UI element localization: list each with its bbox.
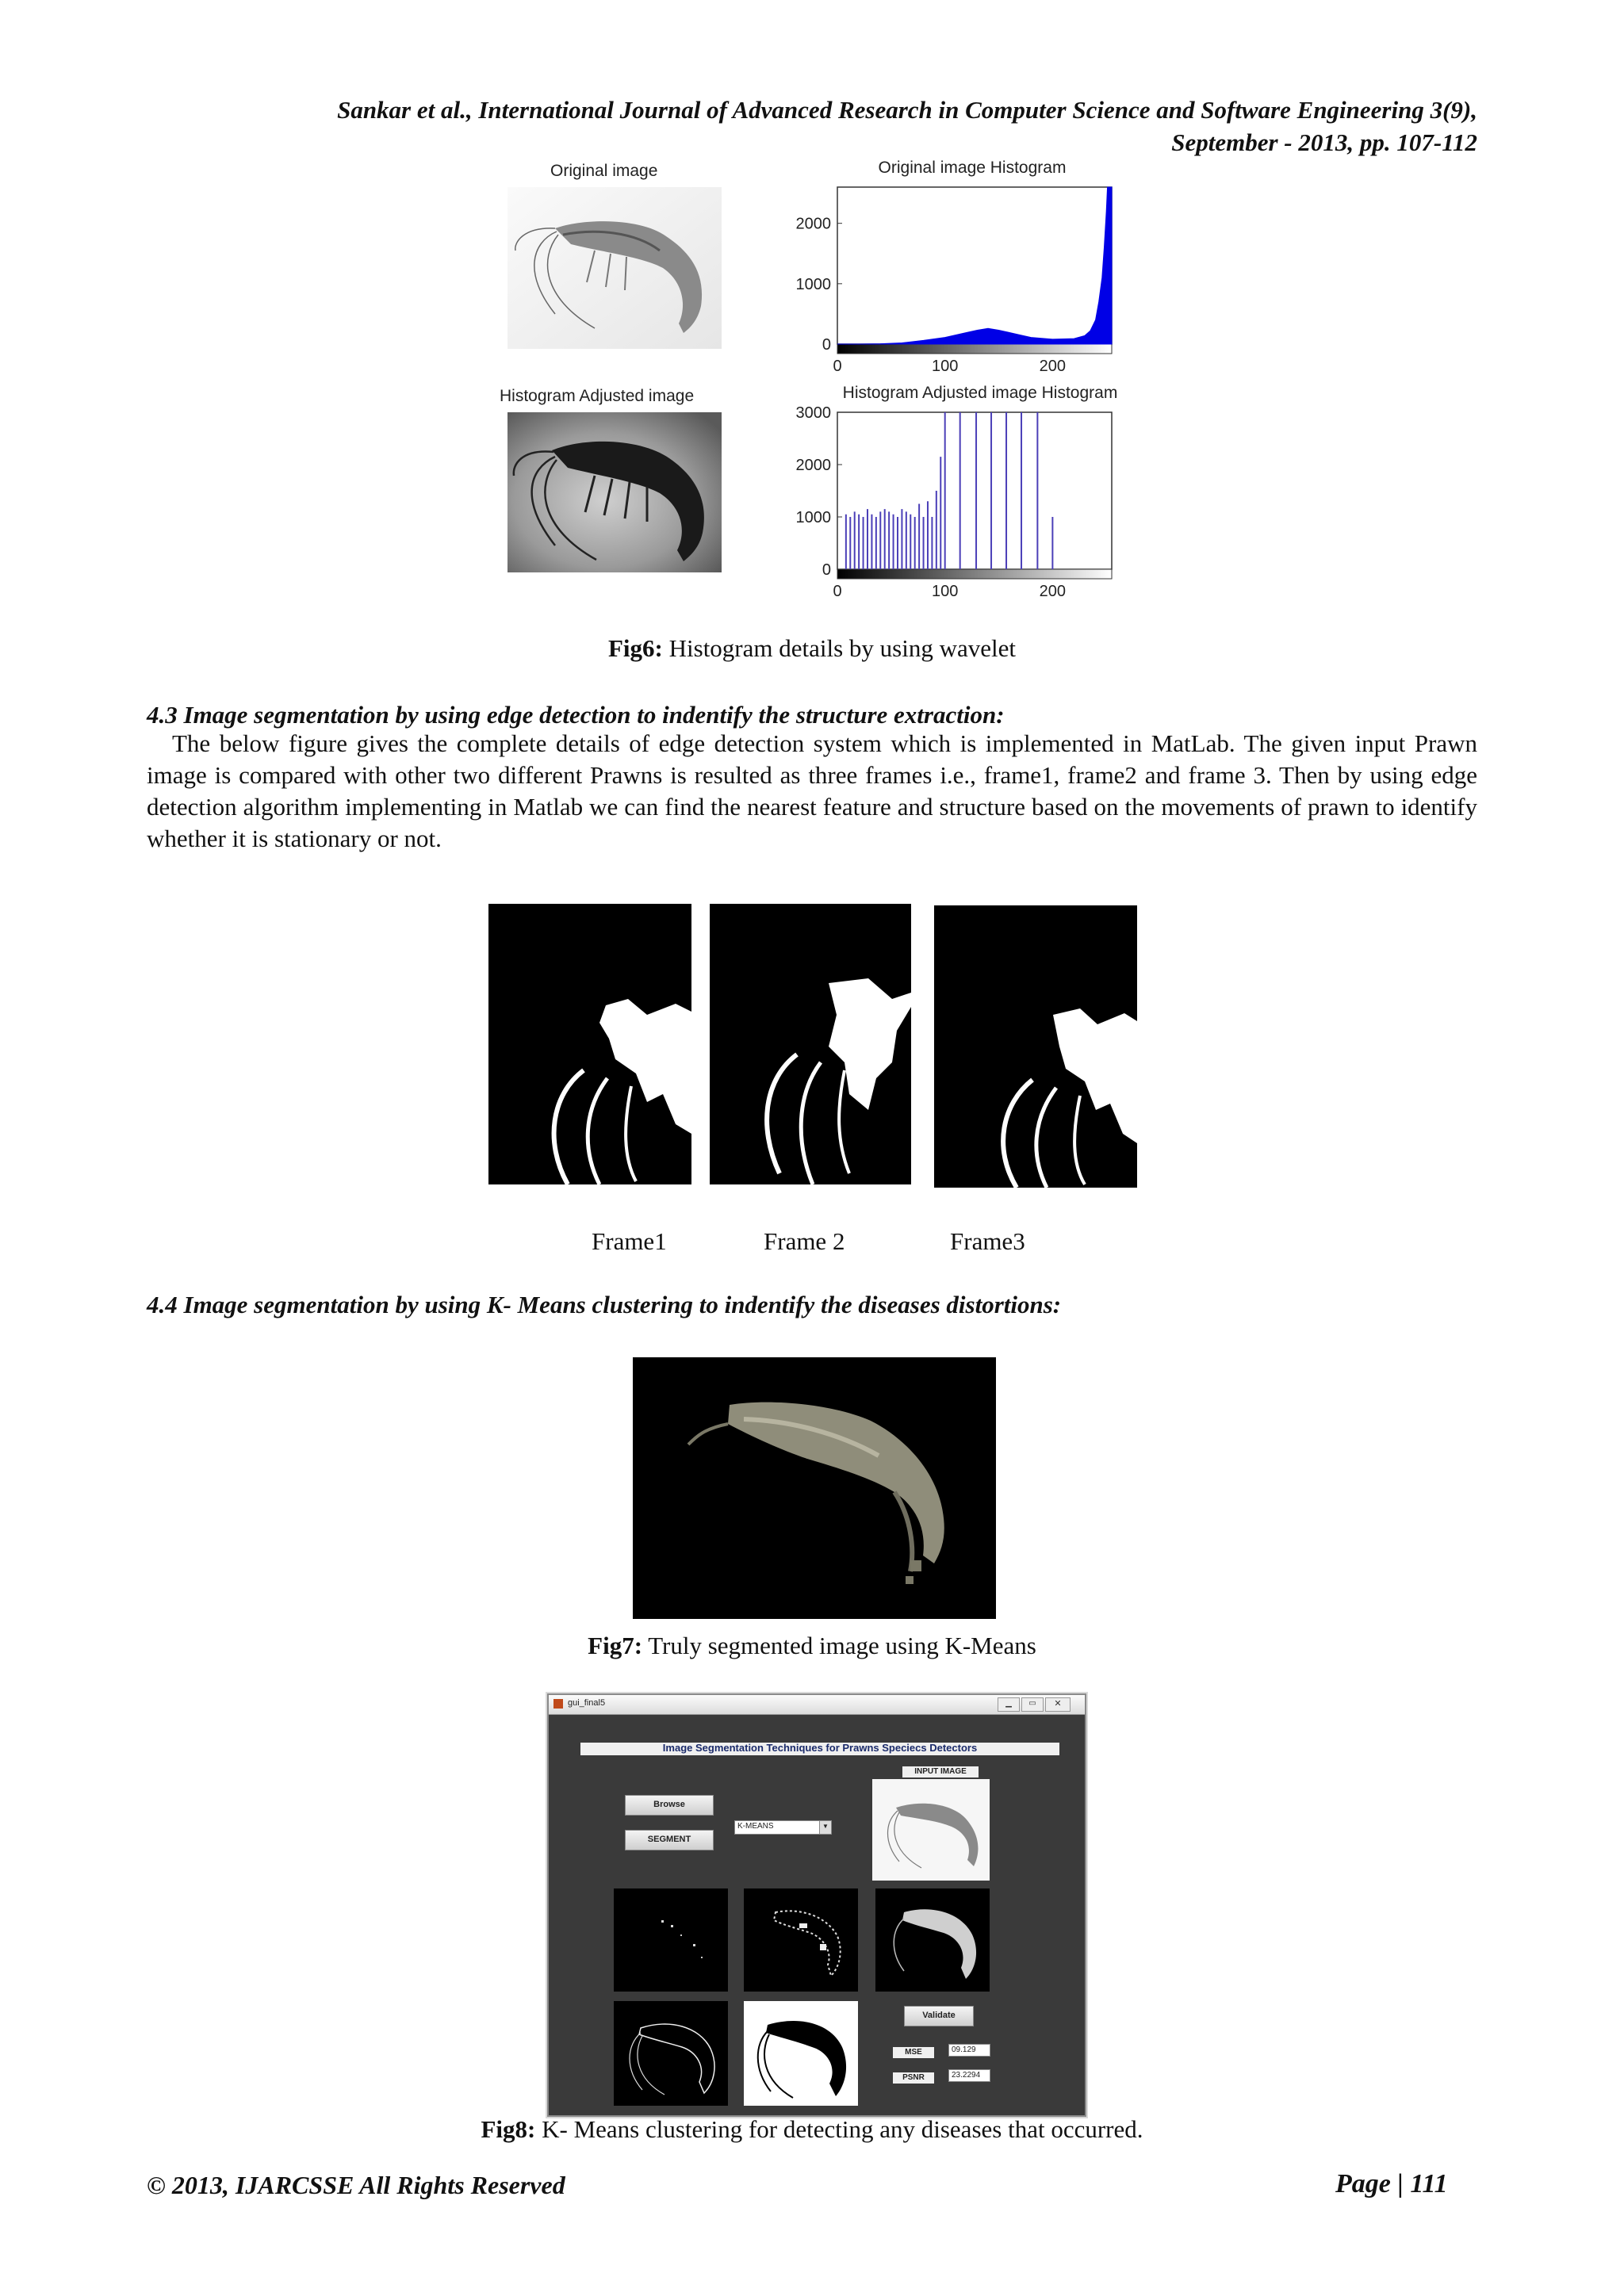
matlab-app-icon (553, 1699, 563, 1709)
edge-image (614, 2001, 728, 2106)
maximize-icon[interactable]: ▭ (1021, 1697, 1044, 1712)
cluster3-image (875, 1888, 990, 1992)
adjusted-histogram-plot (796, 404, 1113, 598)
original-image-title: Original image (550, 162, 658, 180)
original-prawn-image (508, 187, 722, 349)
cluster3-axes (875, 1888, 990, 1992)
chevron-down-icon[interactable]: ▼ (819, 1821, 831, 1834)
original-hist-ytick-label: 0 (822, 336, 831, 354)
adjusted-hist-plot-frame (837, 412, 1112, 569)
footer-page-number: Page | 111 (1335, 2169, 1448, 2198)
frame1-label: Frame1 (592, 1227, 667, 1255)
fig7-caption (0, 1632, 1624, 1660)
original-hist-ytick-label: 2000 (795, 215, 831, 233)
mse-value-field[interactable]: 09.129 (948, 2044, 990, 2057)
adjusted-image-title: Histogram Adjusted image (500, 387, 695, 405)
adjusted-histogram-title: Histogram Adjusted image Histogram (842, 384, 1118, 402)
cluster1-image (614, 1888, 728, 1992)
matlab-gui-window (547, 1693, 1086, 2117)
adjusted-histogram-chart (785, 384, 1134, 598)
header-line-2: September - 2013, pp. 107-112 (1171, 128, 1477, 156)
adjusted-hist-ytick-label: 0 (822, 561, 831, 579)
frame2-image (710, 904, 911, 1184)
fig6-caption (0, 634, 1624, 663)
gui-window-title: gui_final5 (568, 1698, 606, 1708)
frame2-label: Frame 2 (764, 1227, 845, 1255)
adjusted-hist-xtick-label: 0 (833, 583, 842, 598)
original-histogram-title: Original image Histogram (878, 159, 1067, 177)
original-hist-xtick-label: 0 (833, 358, 842, 373)
gui-banner: Image Segmentation Techniques for Prawns Speciecs Detectors (580, 1743, 1059, 1755)
close-icon[interactable]: ✕ (1045, 1697, 1071, 1712)
running-header (50, 94, 1477, 159)
input-image-label: INPUT IMAGE (902, 1766, 979, 1777)
section-4-4-title: 4.4 Image segmentation by using K- Means clustering to indentify the diseases distortions: (147, 1291, 1062, 1318)
fig6-caption-text: Histogram details by using wavelet (662, 634, 1016, 662)
original-hist-grayscale-bar (837, 344, 1112, 354)
original-hist-xtick-label: 100 (931, 358, 959, 373)
cluster2-axes (744, 1888, 858, 1992)
adjusted-hist-ytick-label: 1000 (795, 509, 831, 526)
method-select-value: K-MEANS (737, 1822, 774, 1831)
cluster1-axes (614, 1888, 728, 1992)
original-histogram-chart (785, 159, 1134, 373)
fig7-caption-label: Fig7: (588, 1632, 643, 1659)
adjusted-hist-ytick-label: 2000 (795, 457, 831, 474)
psnr-value-field[interactable]: 23.2294 (948, 2069, 990, 2082)
fig8-caption-label: Fig8: (481, 2115, 536, 2143)
section-4-3-paragraph: The below figure gives the complete details of edge detection system which is implemented in MatLab. The given input Prawn image is compared with other two different Prawns is resulted as three frames i.e., frame1, frame2 and frame 3. Then by using edge detection algorithm implementing in Matlab we can find the nearest feature and structure based on the movements of prawn to identify whether it is stationary or not. (147, 729, 1477, 852)
adjusted-hist-xtick-label: 200 (1039, 583, 1067, 598)
minimize-icon[interactable]: ▁ (998, 1697, 1020, 1712)
mask-image (744, 2001, 858, 2106)
gui-titlebar (549, 1695, 1085, 1715)
original-hist-plot-frame (837, 187, 1112, 344)
original-hist-xtick-label: 200 (1039, 358, 1067, 373)
adjusted-hist-xtick-label: 100 (931, 583, 959, 598)
original-hist-ytick-label: 1000 (795, 275, 831, 293)
mask-axes (744, 2001, 858, 2106)
input-prawn-thumbnail (872, 1779, 990, 1881)
fig8-caption-text: K- Means clustering for detecting any diseases that occurred. (535, 2115, 1143, 2143)
fig6-caption-label: Fig6: (608, 634, 663, 662)
mse-label: MSE (893, 2047, 934, 2058)
input-image-axes (872, 1779, 990, 1881)
validate-button[interactable]: Validate (904, 2006, 974, 2026)
kmeans-segmented-image (633, 1357, 996, 1619)
header-line-1: Sankar et al., International Journal of Advanced Research in Computer Science and Software Engineering 3(9), (337, 96, 1477, 124)
section-4-3-title: 4.3 Image segmentation by using edge detection to indentify the structure extraction: (147, 701, 1005, 729)
footer-copyright: © 2013, IJARCSSE All Rights Reserved (147, 2171, 565, 2199)
adjusted-prawn-image (508, 412, 722, 572)
edge-axes (614, 2001, 728, 2106)
psnr-label: PSNR (893, 2072, 934, 2084)
fig7-caption-text: Truly segmented image using K-Means (642, 1632, 1036, 1659)
segment-button[interactable]: SEGMENT (625, 1830, 714, 1850)
frame3-image (934, 905, 1137, 1188)
fig8-caption (0, 2115, 1624, 2144)
adjusted-hist-grayscale-bar (837, 569, 1112, 579)
cluster2-image (744, 1888, 858, 1992)
frame3-label: Frame3 (950, 1227, 1025, 1255)
original-histogram-plot (796, 187, 1113, 373)
browse-button[interactable]: Browse (625, 1795, 714, 1816)
frame1-image (488, 904, 691, 1184)
adjusted-hist-ytick-label: 3000 (795, 404, 831, 422)
method-select[interactable] (734, 1820, 832, 1835)
